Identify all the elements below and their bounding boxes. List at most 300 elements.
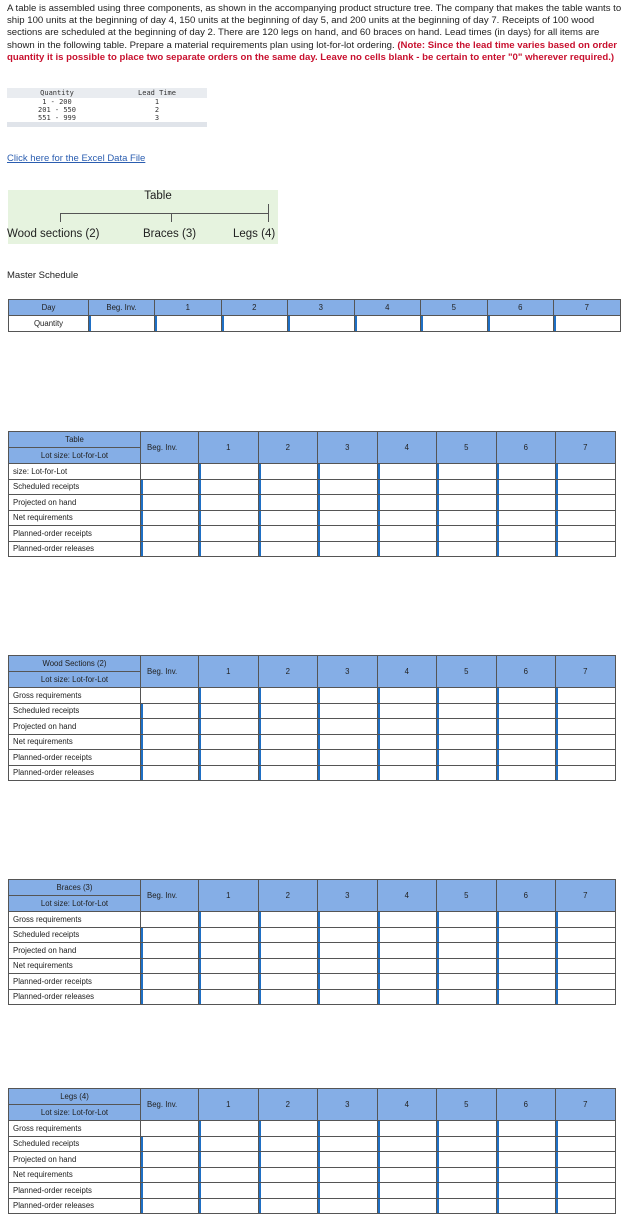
input-cell[interactable] [377,750,437,766]
input-cell[interactable] [377,479,437,495]
beg-inv-header: Beg. Inv. [141,880,199,912]
input-cell[interactable] [437,703,497,719]
input-cell[interactable] [258,688,318,704]
input-cell[interactable] [318,943,378,959]
input-cell[interactable] [556,1167,616,1183]
table-row [9,719,616,735]
input-cell[interactable] [496,1121,556,1137]
input-cell[interactable] [556,974,616,990]
input-cell[interactable] [496,750,556,766]
input-cell[interactable] [377,765,437,781]
input-cell[interactable] [556,750,616,766]
input-cell[interactable] [377,1152,437,1168]
input-cell[interactable] [377,1167,437,1183]
table-row [9,989,616,1005]
day-header: 7 [556,656,616,688]
mrp-row-label: Scheduled receipts [9,479,141,495]
input-cell[interactable] [437,927,497,943]
input-cell[interactable] [258,927,318,943]
input-cell[interactable] [377,1136,437,1152]
table-row [9,703,616,719]
input-cell[interactable] [556,510,616,526]
beg-inv-header: Beg. Inv. [141,656,199,688]
input-cell[interactable] [377,1183,437,1199]
day-header: 7 [556,432,616,464]
mrp-lot-size: Lot size: Lot-for-Lot [9,448,141,464]
mrp-row-label: Planned-order releases [9,765,141,781]
input-cell[interactable] [141,1152,199,1168]
input-cell[interactable] [556,464,616,480]
input-cell[interactable] [377,1121,437,1137]
day-header: 4 [377,1089,437,1121]
table-row [9,688,616,704]
input-cell[interactable] [141,943,199,959]
tree-root: Table [144,190,172,202]
lead-header-quantity: Quantity [7,88,107,98]
input-cell[interactable] [496,765,556,781]
input-cell[interactable] [496,1152,556,1168]
input-cell[interactable] [437,1167,497,1183]
mrp-row-label: Gross requirements [9,912,141,928]
mrp-grid-wood [8,655,616,781]
input-cell[interactable] [437,974,497,990]
mrp-row-label: Net requirements [9,958,141,974]
input-cell[interactable] [318,688,378,704]
input-cell[interactable] [199,526,259,542]
day-header: 5 [437,880,497,912]
input-cell[interactable] [556,927,616,943]
input-cell[interactable] [141,1198,199,1214]
input-cell[interactable] [437,958,497,974]
input-cell[interactable] [199,974,259,990]
lead-header-lead-time: Lead Time [107,88,207,98]
input-cell[interactable] [556,719,616,735]
input-cell[interactable] [141,703,199,719]
input-cell[interactable] [437,541,497,557]
mrp-item-title: Braces (3) [9,880,141,896]
input-cell[interactable] [258,989,318,1005]
input-cell[interactable] [318,510,378,526]
input-cell[interactable] [318,750,378,766]
input-cell[interactable] [141,719,199,735]
input-cell[interactable] [377,912,437,928]
input-cell[interactable] [318,1198,378,1214]
input-cell[interactable] [318,495,378,511]
mrp-lot-size: Lot size: Lot-for-Lot [9,1105,141,1121]
day-header: 1 [199,1089,259,1121]
tree-child-wood: Wood sections (2) [7,228,100,240]
input-cell[interactable] [199,495,259,511]
input-cell[interactable] [496,541,556,557]
input-cell[interactable] [141,765,199,781]
lead-time: 3 [154,114,160,122]
input-cell[interactable] [377,927,437,943]
table-row [9,958,616,974]
input-cell[interactable] [258,541,318,557]
input-cell[interactable] [496,479,556,495]
empty-cell [141,688,199,704]
day-header: 5 [437,432,497,464]
input-cell[interactable] [141,1136,199,1152]
input-cell[interactable] [496,989,556,1005]
input-cell[interactable] [199,765,259,781]
tree-connector [60,213,268,214]
input-cell[interactable] [258,495,318,511]
input-cell[interactable] [554,316,621,332]
input-cell[interactable] [556,1198,616,1214]
input-cell[interactable] [421,316,488,332]
mrp-lot-size: Lot size: Lot-for-Lot [9,672,141,688]
input-cell[interactable] [556,912,616,928]
input-cell[interactable] [318,541,378,557]
input-cell[interactable] [437,912,497,928]
input-cell[interactable] [437,989,497,1005]
input-cell[interactable] [318,1167,378,1183]
input-cell[interactable] [258,1152,318,1168]
input-cell[interactable] [258,1183,318,1199]
beg-inv-header: Beg. Inv. [89,300,155,316]
input-cell[interactable] [556,958,616,974]
day-header: 3 [318,1089,378,1121]
input-cell[interactable] [318,1152,378,1168]
input-cell[interactable] [496,526,556,542]
input-cell[interactable] [318,479,378,495]
input-cell[interactable] [496,912,556,928]
mrp-lot-size: Lot size: Lot-for-Lot [9,896,141,912]
excel-data-file-link[interactable]: Click here for the Excel Data File [7,153,146,164]
input-cell[interactable] [318,1136,378,1152]
input-cell[interactable] [141,1167,199,1183]
input-cell[interactable] [496,943,556,959]
table-row [9,1152,616,1168]
input-cell[interactable] [199,1152,259,1168]
input-cell[interactable] [89,316,155,332]
input-cell[interactable] [496,510,556,526]
mrp-grid-table [8,431,616,557]
table-row [7,106,207,114]
mrp-row-label: Projected on hand [9,943,141,959]
input-cell[interactable] [258,1198,318,1214]
table-row [9,734,616,750]
mrp-row-label: Net requirements [9,1167,141,1183]
input-cell[interactable] [496,703,556,719]
input-cell[interactable] [556,495,616,511]
day-header: 2 [258,1089,318,1121]
table-row [9,1198,616,1214]
day-header: 6 [496,432,556,464]
input-cell[interactable] [377,688,437,704]
input-cell[interactable] [199,958,259,974]
input-cell[interactable] [199,943,259,959]
input-cell[interactable] [437,943,497,959]
day-header: 4 [377,656,437,688]
lead-time: 1 [154,98,160,106]
product-structure-tree [8,190,278,244]
input-cell[interactable] [437,1152,497,1168]
mrp-row-label: Planned-order receipts [9,526,141,542]
input-cell[interactable] [258,1121,318,1137]
input-cell[interactable] [437,719,497,735]
input-cell[interactable] [377,510,437,526]
input-cell[interactable] [496,464,556,480]
input-cell[interactable] [141,958,199,974]
input-cell[interactable] [377,495,437,511]
input-cell[interactable] [437,510,497,526]
mrp-row-label: Projected on hand [9,495,141,511]
input-cell[interactable] [354,316,421,332]
input-cell[interactable] [141,750,199,766]
table-row [9,1183,616,1199]
input-cell[interactable] [318,719,378,735]
problem-text: A table is assembled using three components, as shown in the accompanying product structure tree. The company that makes the table wants to ship 100 units at the beginning of day 4, 150 units at the beginning of day 5, and 200 units at the beginning of day 7. Receipts of 100 wood sections are scheduled at the beginning of day 2. There are 120 legs on hand, and 60 braces on hand. Lead times (in days) for all items are shown in the following table. Prepare a material requirements plan using lot-for-lot ordering. [7,3,622,51]
day-header: 2 [258,880,318,912]
table-row [9,510,616,526]
input-cell[interactable] [437,495,497,511]
input-cell[interactable] [496,734,556,750]
input-cell[interactable] [199,927,259,943]
input-cell[interactable] [556,1136,616,1152]
input-cell[interactable] [258,703,318,719]
mrp-grid-braces [8,879,616,1005]
input-cell[interactable] [437,464,497,480]
input-cell[interactable] [496,974,556,990]
mrp-row-label: Net requirements [9,734,141,750]
input-cell[interactable] [199,541,259,557]
table-row [9,495,616,511]
input-cell[interactable] [377,464,437,480]
beg-inv-header: Beg. Inv. [141,432,199,464]
input-cell[interactable] [437,1183,497,1199]
day-label: Day [9,300,89,316]
lead-quantity: 1 - 200 [42,98,72,106]
tree-child-legs: Legs (4) [233,228,276,240]
input-cell[interactable] [141,479,199,495]
input-cell[interactable] [318,526,378,542]
input-cell[interactable] [437,1121,497,1137]
input-cell[interactable] [556,688,616,704]
input-cell[interactable] [141,526,199,542]
input-cell[interactable] [437,526,497,542]
input-cell[interactable] [221,316,288,332]
mrp-header-row [9,432,616,448]
input-cell[interactable] [199,464,259,480]
day-header: 7 [554,300,621,316]
input-cell[interactable] [288,316,355,332]
day-header: 2 [258,656,318,688]
input-cell[interactable] [258,719,318,735]
input-cell[interactable] [141,541,199,557]
day-header: 7 [556,880,616,912]
input-cell[interactable] [556,541,616,557]
input-cell[interactable] [258,765,318,781]
input-cell[interactable] [141,974,199,990]
input-cell[interactable] [258,974,318,990]
input-cell[interactable] [258,526,318,542]
tree-child-braces: Braces (3) [143,228,197,240]
input-cell[interactable] [496,719,556,735]
input-cell[interactable] [377,1198,437,1214]
input-cell[interactable] [258,464,318,480]
tree-connector [171,213,172,222]
input-cell[interactable] [258,958,318,974]
table-row [9,479,616,495]
input-cell[interactable] [141,510,199,526]
input-cell[interactable] [487,316,554,332]
input-cell[interactable] [377,719,437,735]
day-header: 3 [288,300,355,316]
input-cell[interactable] [258,734,318,750]
input-cell[interactable] [377,989,437,1005]
mrp-row-label: Planned-order releases [9,989,141,1005]
input-cell[interactable] [199,734,259,750]
input-cell[interactable] [318,974,378,990]
table-row [9,541,616,557]
input-cell[interactable] [496,688,556,704]
input-cell[interactable] [141,495,199,511]
input-cell[interactable] [318,765,378,781]
input-cell[interactable] [556,1152,616,1168]
mrp-header-row [9,1089,616,1105]
table-row [9,974,616,990]
input-cell[interactable] [377,526,437,542]
input-cell[interactable] [377,974,437,990]
tree-connector [268,204,269,222]
input-cell[interactable] [556,479,616,495]
input-cell[interactable] [155,316,222,332]
input-cell[interactable] [556,765,616,781]
input-cell[interactable] [496,1198,556,1214]
input-cell[interactable] [258,1136,318,1152]
input-cell[interactable] [199,479,259,495]
master-schedule-label: Master Schedule [7,270,79,281]
day-header: 2 [221,300,288,316]
input-cell[interactable] [377,703,437,719]
day-header: 7 [556,1089,616,1121]
table-row [7,98,207,106]
input-cell[interactable] [496,1183,556,1199]
input-cell[interactable] [318,912,378,928]
input-cell[interactable] [199,989,259,1005]
input-cell[interactable] [199,750,259,766]
input-cell[interactable] [437,1136,497,1152]
input-cell[interactable] [141,1183,199,1199]
input-cell[interactable] [556,989,616,1005]
input-cell[interactable] [141,734,199,750]
input-cell[interactable] [258,479,318,495]
day-header: 1 [199,656,259,688]
input-cell[interactable] [318,464,378,480]
mrp-row-label: Planned-order receipts [9,750,141,766]
lead-time-table [7,88,207,127]
input-cell[interactable] [199,510,259,526]
input-cell[interactable] [556,526,616,542]
mrp-grid-legs [8,1088,616,1214]
input-cell[interactable] [496,958,556,974]
table-row [9,1121,616,1137]
input-cell[interactable] [437,1198,497,1214]
input-cell[interactable] [437,765,497,781]
input-cell[interactable] [556,1121,616,1137]
input-cell[interactable] [318,958,378,974]
input-cell[interactable] [377,734,437,750]
input-cell[interactable] [199,719,259,735]
input-cell[interactable] [141,989,199,1005]
master-schedule-table [8,299,621,332]
beg-inv-header: Beg. Inv. [141,1089,199,1121]
day-header: 5 [421,300,488,316]
input-cell[interactable] [556,703,616,719]
input-cell[interactable] [377,943,437,959]
input-cell[interactable] [258,1167,318,1183]
input-cell[interactable] [141,927,199,943]
mrp-row-label: Scheduled receipts [9,703,141,719]
quantity-label: Quantity [9,316,89,332]
table-row [9,750,616,766]
input-cell[interactable] [199,912,259,928]
input-cell[interactable] [258,750,318,766]
input-cell[interactable] [318,927,378,943]
input-cell[interactable] [199,1121,259,1137]
input-cell[interactable] [318,703,378,719]
day-header: 1 [199,880,259,912]
input-cell[interactable] [199,1136,259,1152]
input-cell[interactable] [377,541,437,557]
mrp-row-label: Projected on hand [9,719,141,735]
input-cell[interactable] [496,927,556,943]
day-header: 6 [496,1089,556,1121]
input-cell[interactable] [258,510,318,526]
input-cell[interactable] [199,1198,259,1214]
day-header: 3 [318,432,378,464]
input-cell[interactable] [199,1183,259,1199]
input-cell[interactable] [318,1183,378,1199]
mrp-row-label: size: Lot-for-Lot [9,464,141,480]
day-header: 2 [258,432,318,464]
input-cell[interactable] [318,1121,378,1137]
mrp-row-label: Planned-order receipts [9,974,141,990]
input-cell[interactable] [437,750,497,766]
table-row [9,1167,616,1183]
input-cell[interactable] [318,734,378,750]
input-cell[interactable] [496,1167,556,1183]
input-cell[interactable] [556,1183,616,1199]
input-cell[interactable] [556,943,616,959]
input-cell[interactable] [199,688,259,704]
quantity-row [9,316,621,332]
table-row [9,1136,616,1152]
input-cell[interactable] [496,495,556,511]
mrp-row-label: Projected on hand [9,1152,141,1168]
mrp-row-label: Planned-order receipts [9,1183,141,1199]
input-cell[interactable] [199,1167,259,1183]
day-header: 6 [496,880,556,912]
input-cell[interactable] [258,912,318,928]
lead-quantity: 551 - 999 [38,114,76,122]
input-cell[interactable] [318,989,378,1005]
input-cell[interactable] [556,734,616,750]
day-header: 1 [199,432,259,464]
mrp-row-label: Gross requirements [9,688,141,704]
input-cell[interactable] [496,1136,556,1152]
input-cell[interactable] [437,479,497,495]
mrp-row-label: Net requirements [9,510,141,526]
input-cell[interactable] [199,703,259,719]
input-cell[interactable] [258,943,318,959]
input-cell[interactable] [377,958,437,974]
lead-quantity: 201 - 550 [38,106,76,114]
input-cell[interactable] [437,688,497,704]
input-cell[interactable] [437,734,497,750]
